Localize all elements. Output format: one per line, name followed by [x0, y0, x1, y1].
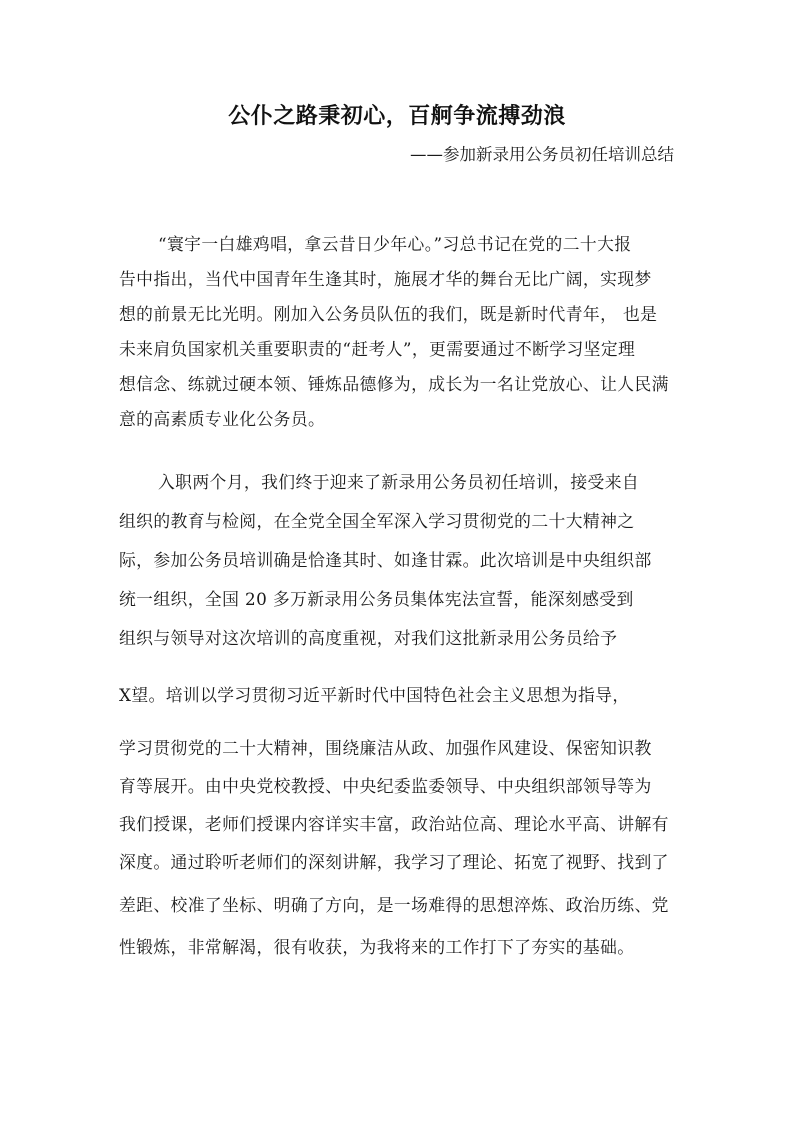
- paragraph-line: 我们授课，老师们授课内容详实丰富，政治站位高、理论水平高、讲解有: [119, 814, 669, 834]
- paragraph-line: 想信念、练就过硬本领、锤炼品德修为，成长为一名让党放心、让人民满: [119, 374, 669, 394]
- paragraph-line: 意的高素质专业化公务员。: [119, 409, 326, 429]
- paragraph-line: 组织的教育与检阅，在全党全国全军深入学习贯彻党的二十大精神之: [119, 511, 635, 531]
- paragraph-line: 学习贯彻党的二十大精神，围绕廉洁从政、加强作风建设、保密知识教: [119, 738, 652, 758]
- document-title: 公仆之路秉初心，百舸争流搏劲浪: [228, 104, 566, 129]
- paragraph-line: 未来肩负国家机关重要职责的“赶考人”，更需要通过不断学习坚定理: [119, 339, 636, 359]
- paragraph-line: 入职两个月，我们终于迎来了新录用公务员初任培训，接受来自: [158, 472, 640, 492]
- paragraph-line: 想的前景无比光明。刚加入公务员队伍的我们，既是新时代青年， 也是: [119, 304, 658, 324]
- paragraph-line: 际，参加公务员培训确是恰逢其时、如逢甘霖。此次培训是中央组织部: [119, 550, 652, 570]
- paragraph-line: 深度。通过聆听老师们的深刻讲解，我学习了理论、拓宽了视野、找到了: [119, 852, 669, 872]
- paragraph-line: 性锻炼，非常解渴，很有收获，为我将来的工作打下了夯实的基础。: [119, 937, 635, 957]
- document-subtitle: ——参加新录用公务员初任培训总结: [410, 145, 674, 164]
- paragraph-line: X望。培训以学习贯彻习近平新时代中国特色社会主义思想为指导，: [119, 685, 630, 705]
- paragraph-line: 组织与领导对这次培训的高度重视，对我们这批新录用公务员给予: [119, 628, 618, 648]
- paragraph-line: 告中指出，当代中国青年生逢其时，施展才华的舞台无比广阔，实现梦: [119, 269, 652, 289]
- paragraph-line: 育等展开。由中央党校教授、中央纪委监委领导、中央组织部领导等为: [119, 776, 652, 796]
- paragraph-line: “寰宇一白雄鸡唱，拿云昔日少年心。”习总书记在党的二十大报: [158, 234, 632, 254]
- paragraph-line: 统一组织，全国 20 多万新录用公务员集体宪法宣誓，能深刻感受到: [119, 589, 634, 609]
- paragraph-line: 差距、校准了坐标、明确了方向，是一场难得的思想淬炼、政治历练、党: [119, 895, 669, 915]
